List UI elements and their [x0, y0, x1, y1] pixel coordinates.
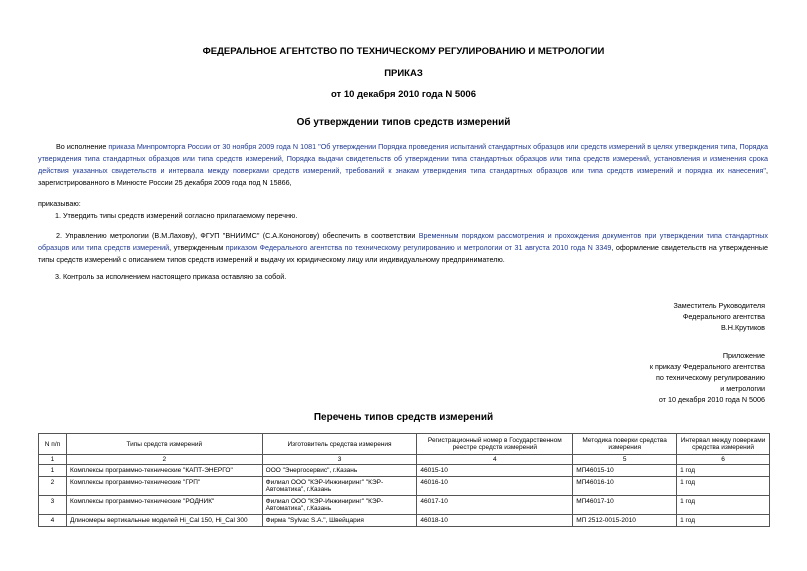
cell: Филиал ООО "КЭР-Инжиниринг" "КЭР-Автоматика", г.Казань [262, 477, 417, 496]
signature-agency: Федерального агентства [682, 312, 765, 321]
intro-paragraph [38, 141, 768, 189]
cell: Комплексы программно-технические "РОДНИК" [66, 496, 262, 515]
table-header-row [39, 434, 770, 455]
col-header: Регистрационный номер в Государственном реестре средств измерений [417, 434, 573, 455]
cell: 2 [39, 477, 67, 496]
cell: 1 год [677, 477, 770, 496]
signature-position: Заместитель Руководителя [673, 301, 765, 310]
cell: 46016-10 [417, 477, 573, 496]
order-link-1081[interactable]: приказа Минпромторга России от 30 ноября 2009 года N 1081 "Об утверждении Порядка проведения испытаний стандартных образцов или средств измерений в целях утверждения типа, Порядка утверждения типа стандартных образцов или типа средств измерений, Порядка выдачи свидетельств об утверждении типа стандартных образцов или типа средств измерений, установления и изменения срока действия указанных свидетельств и интервала между поверками средств измерений, требований к знакам утверждения типа стандартных образцов или типа средств измерений и порядка их нанесения" [38, 142, 768, 175]
cell: Филиал ООО "КЭР-Инжиниринг" "КЭР-Автоматика", г.Казань [262, 496, 417, 515]
cell: 1 год [677, 465, 770, 477]
orders-label: приказываю: [38, 199, 81, 208]
column-numbers-row [39, 455, 770, 465]
cell: 3 [39, 496, 67, 515]
table-row [39, 465, 770, 477]
cell: ООО "Энергосервис", г.Казань [262, 465, 417, 477]
annex-line-3: по техническому регулированию [655, 373, 765, 382]
cell: 1 год [677, 515, 770, 527]
annex-line-4: и метрологии [720, 384, 765, 393]
cell: 46015-10 [417, 465, 573, 477]
doc-date-number: от 10 декабря 2010 года N 5006 [330, 89, 476, 100]
col-number: 4 [417, 455, 573, 465]
cell: МП 2512-0015-2010 [573, 515, 677, 527]
agency-heading: ФЕДЕРАЛЬНОЕ АГЕНТСТВО ПО ТЕХНИЧЕСКОМУ РЕГУЛИРОВАНИЮ И МЕТРОЛОГИИ [202, 46, 605, 57]
intro-suffix: , зарегистрированного в Минюсте России 25 декабря 2009 года под N 15866, [38, 166, 768, 187]
annex-line-5: от 10 декабря 2010 года N 5006 [658, 395, 765, 404]
order-item-3: 3. Контроль за исполнением настоящего приказа оставляю за собой. [55, 272, 287, 281]
signature-name: В.Н.Крутиков [720, 323, 765, 332]
cell: МП46017-10 [573, 496, 677, 515]
col-header: Изготовитель средства измерения [262, 434, 417, 455]
annex-line-1: Приложение [722, 351, 765, 360]
cell: Комплексы программно-технические "ГРП" [66, 477, 262, 496]
col-number: 6 [677, 455, 770, 465]
annex-line-2: к приказу Федерального агентства [649, 362, 765, 371]
cell: МП46016-10 [573, 477, 677, 496]
cell: 1 [39, 465, 67, 477]
cell: 4 [39, 515, 67, 527]
col-header: Методика поверки средства измерения [573, 434, 677, 455]
temporary-procedure-link[interactable]: Временным порядком рассмотрения и прохождения документов при утверждении типа стандартных образцов или типа средств измерений [38, 231, 768, 252]
cell: Фирма "Sylvac S.A.", Швейцария [262, 515, 417, 527]
measurement-types-table [38, 433, 770, 527]
signature-block [673, 300, 765, 333]
table-title: Перечень типов средств измерений [313, 412, 494, 423]
col-number: 1 [39, 455, 67, 465]
cell: МП46015-10 [573, 465, 677, 477]
cell: 1 год [677, 496, 770, 515]
order-item-2 [38, 230, 768, 266]
col-number: 3 [262, 455, 417, 465]
cell: 46018-10 [417, 515, 573, 527]
doc-subject: Об утверждении типов средств измерений [296, 117, 511, 128]
order-item-1: 1. Утвердить типы средств измерений согласно прилагаемому перечню. [55, 211, 298, 220]
doc-type-heading: ПРИКАЗ [384, 68, 423, 79]
col-number: 5 [573, 455, 677, 465]
col-header: Типы средств измерений [66, 434, 262, 455]
item2-part1: 2. Управлению метрологии (В.М.Лахову), ФГУП "ВНИИМС" (С.А.Кононогову) обеспечить в соответствии [56, 231, 419, 240]
intro-prefix: Во исполнение [56, 142, 109, 151]
annex-block [650, 350, 765, 405]
table-row [39, 496, 770, 515]
item2-part2: , утвержденным [169, 243, 226, 252]
order-link-3349[interactable]: приказом Федерального агентства по техническому регулированию и метрологии от 31 августа 2010 года N 3349 [225, 243, 612, 252]
cell: Длиномеры вертикальные моделей Hi_Cal 150, Hi_Cal 300 [66, 515, 262, 527]
col-header: Интервал между поверками средства измерений [677, 434, 770, 455]
item2-part3: , оформление свидетельств на утвержденные типы средств измерений с описанием типов средств измерений и выдачу их юридическому лицу или индивидуальному предпринимателю. [38, 243, 769, 264]
col-header: N п/п [39, 434, 67, 455]
cell: Комплексы программно-технические "КАПТ-ЭНЕРГО" [66, 465, 262, 477]
col-number: 2 [66, 455, 262, 465]
table-row [39, 515, 770, 527]
cell: 46017-10 [417, 496, 573, 515]
table-row [39, 477, 770, 496]
